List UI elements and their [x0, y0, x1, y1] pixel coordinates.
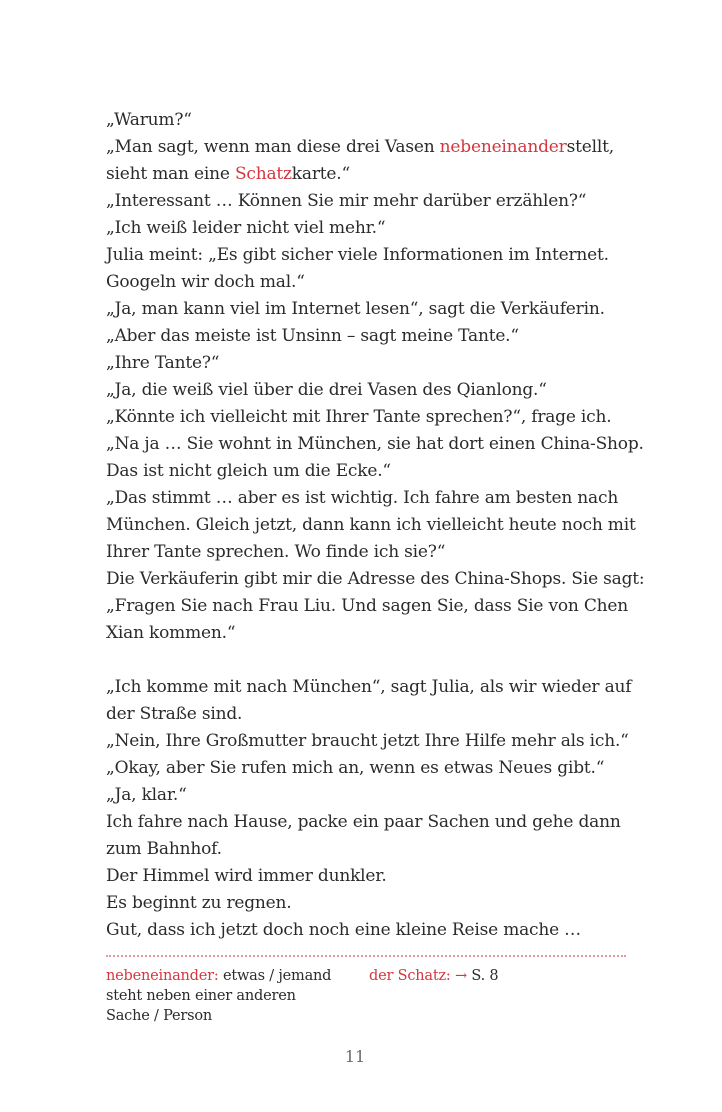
story-line: München. Gleich jetzt, dann kann ich vielleicht heute noch mit — [106, 515, 636, 535]
story-line: Ich fahre nach Hause, packe ein paar Sachen und gehe dann — [106, 812, 621, 832]
story-text — [106, 107, 645, 944]
story-line: „Könnte ich vielleicht mit Ihrer Tante sprechen?“, frage ich. — [106, 407, 612, 427]
story-line: Xian kommen.“ — [106, 623, 236, 643]
story-line: Googeln wir doch mal.“ — [106, 272, 305, 292]
text-segment: stellt, — [566, 137, 614, 157]
story-line: Julia meint: „Es gibt sicher viele Informationen im Internet. — [106, 245, 609, 265]
story-line: „Interessant … Können Sie mir mehr darüber erzählen?“ — [106, 191, 587, 211]
story-line: „Ich komme mit nach München“, sagt Julia, als wir wieder auf — [106, 677, 632, 697]
text-segment: karte.“ — [291, 164, 350, 184]
glossary-reference: S. 8 — [471, 968, 499, 984]
story-line: Es beginnt zu regnen. — [106, 893, 292, 913]
glossary-divider — [106, 955, 626, 957]
story-line: „Warum?“ — [106, 110, 192, 130]
story-line — [106, 161, 636, 188]
story-line: „Ich weiß leider nicht viel mehr.“ — [106, 218, 386, 238]
story-line: „Nein, Ihre Großmutter braucht jetzt Ihre Hilfe mehr als ich.“ — [106, 731, 629, 751]
highlighted-word-nebeneinander: nebeneinander — [439, 137, 567, 157]
highlighted-word-schatz: Schatz — [234, 164, 292, 184]
story-line: „Okay, aber Sie rufen mich an, wenn es etwas Neues gibt.“ — [106, 758, 605, 778]
story-line: „Na ja … Sie wohnt in München, sie hat dort einen China-Shop. — [106, 434, 644, 454]
story-line: Das ist nicht gleich um die Ecke.“ — [106, 461, 391, 481]
story-line: „Ja, man kann viel im Internet lesen“, sagt die Verkäuferin. — [106, 299, 605, 319]
text-segment: sieht man eine — [106, 164, 235, 184]
glossary-entry-schatz — [369, 966, 629, 986]
story-line: „Ja, klar.“ — [106, 785, 187, 805]
paragraph-break — [106, 647, 636, 674]
story-line: „Das stimmt … aber es ist wichtig. Ich fahre am besten nach — [106, 488, 619, 508]
glossary-entry-nebeneinander — [106, 966, 351, 1026]
arrow-right-icon: → — [450, 968, 472, 984]
page-number: 11 — [344, 1047, 366, 1066]
story-line: Ihrer Tante sprechen. Wo finde ich sie?“ — [106, 542, 446, 562]
story-line: Die Verkäuferin gibt mir die Adresse des China-Shops. Sie sagt: — [106, 569, 645, 589]
story-line: „Ja, die weiß viel über die drei Vasen des Qianlong.“ — [106, 380, 547, 400]
glossary-definition: Sache / Person — [106, 1008, 213, 1024]
text-segment: „Man sagt, wenn man diese drei Vasen — [106, 137, 440, 157]
glossary-term: der Schatz: — [369, 968, 451, 984]
glossary-definition: steht neben einer anderen — [106, 988, 296, 1004]
story-line — [106, 134, 636, 161]
glossary-definition: etwas / jemand — [218, 968, 332, 984]
story-line: zum Bahnhof. — [106, 839, 222, 859]
story-line: Der Himmel wird immer dunkler. — [106, 866, 387, 886]
story-line: „Ihre Tante?“ — [106, 353, 220, 373]
story-line: „Fragen Sie nach Frau Liu. Und sagen Sie, dass Sie von Chen — [106, 596, 628, 616]
story-line: „Aber das meiste ist Unsinn – sagt meine Tante.“ — [106, 326, 519, 346]
story-line: Gut, dass ich jetzt doch noch eine kleine Reise mache … — [106, 920, 581, 940]
glossary-term: nebeneinander: — [106, 968, 219, 984]
story-line: der Straße sind. — [106, 704, 243, 724]
